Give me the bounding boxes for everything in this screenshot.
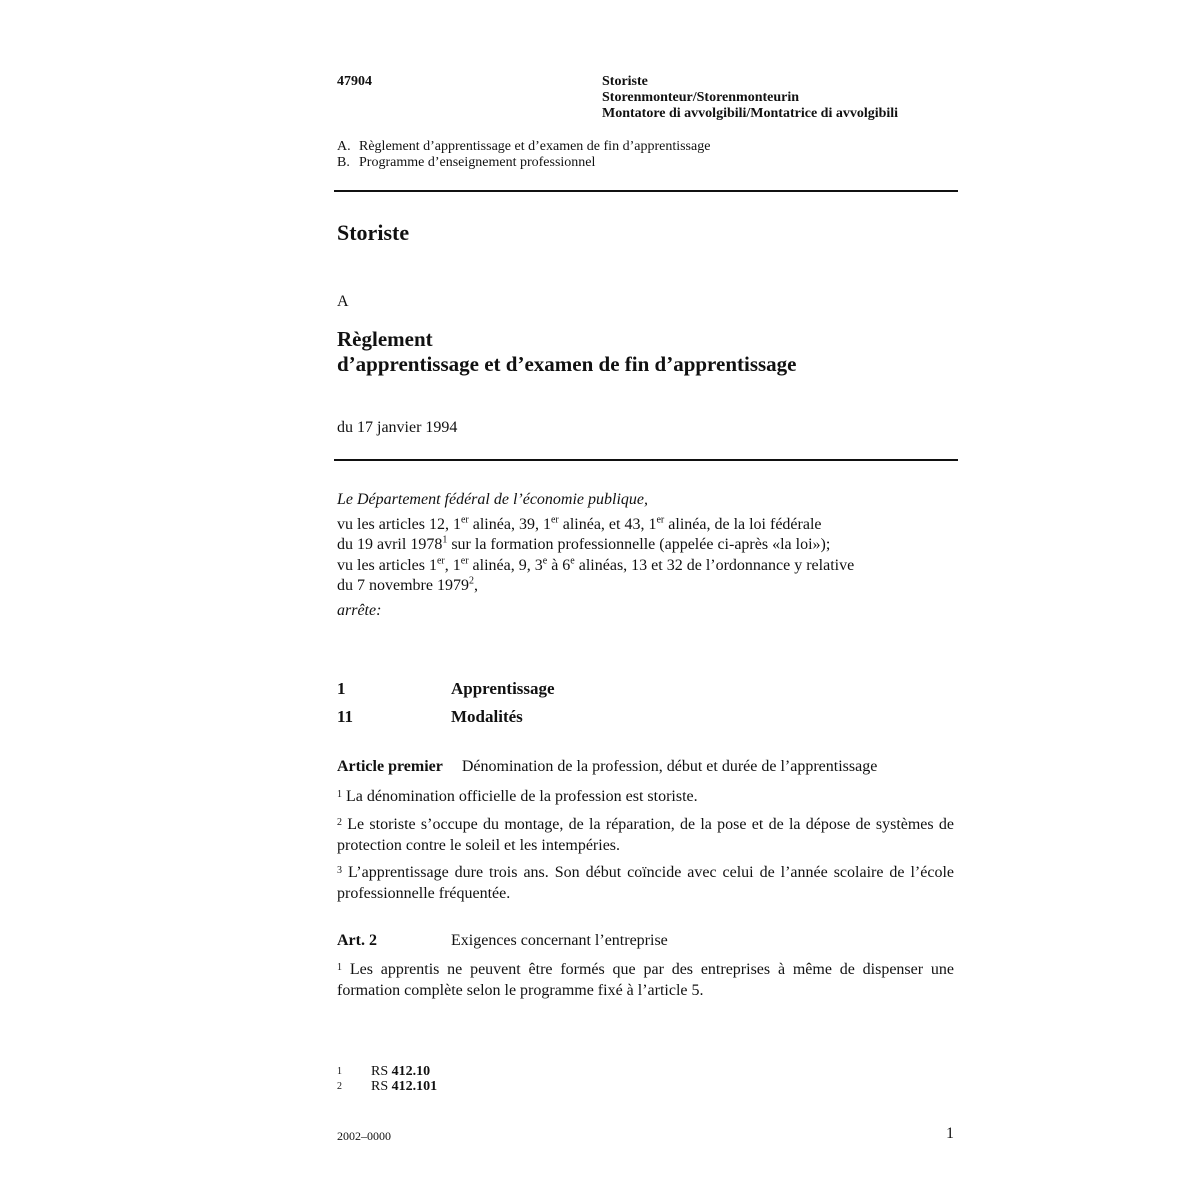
preamble-line: du 19 avril 1978$^1$ sur la formation professionnelle (appelée ci-après «la loi»); (337, 534, 831, 553)
document-page (337, 0, 958, 1200)
preamble-line: du 7 novembre 1979$^2$, (337, 575, 478, 594)
divider (334, 190, 958, 192)
part-label: A (337, 293, 349, 310)
paragraph-number: 1 (337, 789, 342, 800)
profession-title-fr: Storiste (602, 74, 648, 89)
footnote: 2 RS 412.101 (337, 1079, 438, 1094)
paragraph-number: 1 (337, 962, 342, 973)
footnote-number: 1 (337, 1066, 342, 1077)
footnote-ref[interactable]: 1 (442, 534, 448, 546)
footnote-reference: 412.10 (391, 1064, 431, 1079)
profession-title-de: Storenmonteur/Storenmonteurin (602, 90, 800, 105)
contents-item (337, 155, 710, 171)
divider (334, 459, 958, 461)
section-number: 1 (337, 679, 346, 698)
article-paragraph (337, 787, 954, 808)
footnote-number: 2 (337, 1081, 342, 1092)
contents-text: Programme d’enseignement professionnel (359, 155, 596, 170)
paragraph-text: La dénomination officielle de la profession est storiste. (346, 788, 698, 805)
article-label: Art. 2 (337, 932, 377, 949)
regulation-title-line: Règlement (337, 327, 433, 351)
article-label: Article premier (337, 758, 443, 775)
section-heading (337, 707, 523, 727)
paragraph-number: 2 (337, 817, 342, 828)
document-code: 2002–0000 (337, 1129, 391, 1143)
article-title: Exigences concernant l’entreprise (451, 932, 668, 949)
issuing-authority: Le Département fédéral de l’économie publique, (337, 491, 649, 508)
paragraph-number: 3 (337, 865, 342, 876)
profession-titles (602, 74, 898, 122)
page-title: Storiste (337, 220, 410, 245)
article-heading (337, 758, 877, 776)
preamble-line: vu les articles 12, 1er alinéa, 39, 1er alinéa, et 43, 1er alinéa, de la loi fédérale (337, 514, 822, 533)
paragraph-text: Le storiste s’occupe du montage, de la réparation, de la pose et de la dépose de systèmes de protection contre le soleil et les intempéries. (337, 816, 955, 854)
article-paragraph (337, 863, 954, 904)
section-title: Apprentissage (451, 679, 555, 698)
table-of-contents (337, 139, 710, 171)
article-paragraph (337, 960, 954, 1001)
contents-text: Règlement d’apprentissage et d’examen de fin d’apprentissage (359, 139, 711, 154)
contents-key: A. (337, 139, 351, 154)
decree-word: arrête: (337, 601, 382, 619)
profession-title-it: Montatore di avvolgibili/Montatrice di avvolgibili (602, 106, 899, 121)
contents-item (337, 139, 710, 155)
regulation-title (337, 327, 797, 377)
regulation-date: du 17 janvier 1994 (337, 419, 458, 436)
section-number: 11 (337, 707, 354, 726)
article-paragraph (337, 815, 954, 856)
article-heading (337, 932, 668, 950)
paragraph-text: Les apprentis ne peuvent être formés que par des entreprises à même de dispenser une formation complète selon le programme fixé à l’article 5. (337, 961, 954, 999)
page-number: 1 (946, 1125, 954, 1142)
footnotes (337, 1064, 437, 1094)
section-title: Modalités (451, 707, 523, 726)
preamble-line: vu les articles 1er, 1er alinéa, 9, 3e à 6e alinéas, 13 et 32 de l’ordonnance y relative (337, 555, 855, 574)
contents-key: B. (337, 155, 350, 170)
paragraph-text: L’apprentissage dure trois ans. Son début coïncide avec celui de l’année scolaire de l’école professionnelle fréquentée. (337, 864, 954, 902)
footnote: 1 RS 412.10 (337, 1064, 431, 1079)
preamble (337, 490, 958, 621)
article-title: Dénomination de la profession, début et durée de l’apprentissage (461, 758, 878, 775)
section-heading (337, 679, 555, 699)
regulation-title-line: d’apprentissage et d’examen de fin d’apprentissage (337, 352, 797, 376)
footnote-reference: 412.101 (391, 1079, 438, 1094)
document-number: 47904 (337, 74, 372, 89)
footnote-ref[interactable]: 2 (468, 575, 474, 587)
